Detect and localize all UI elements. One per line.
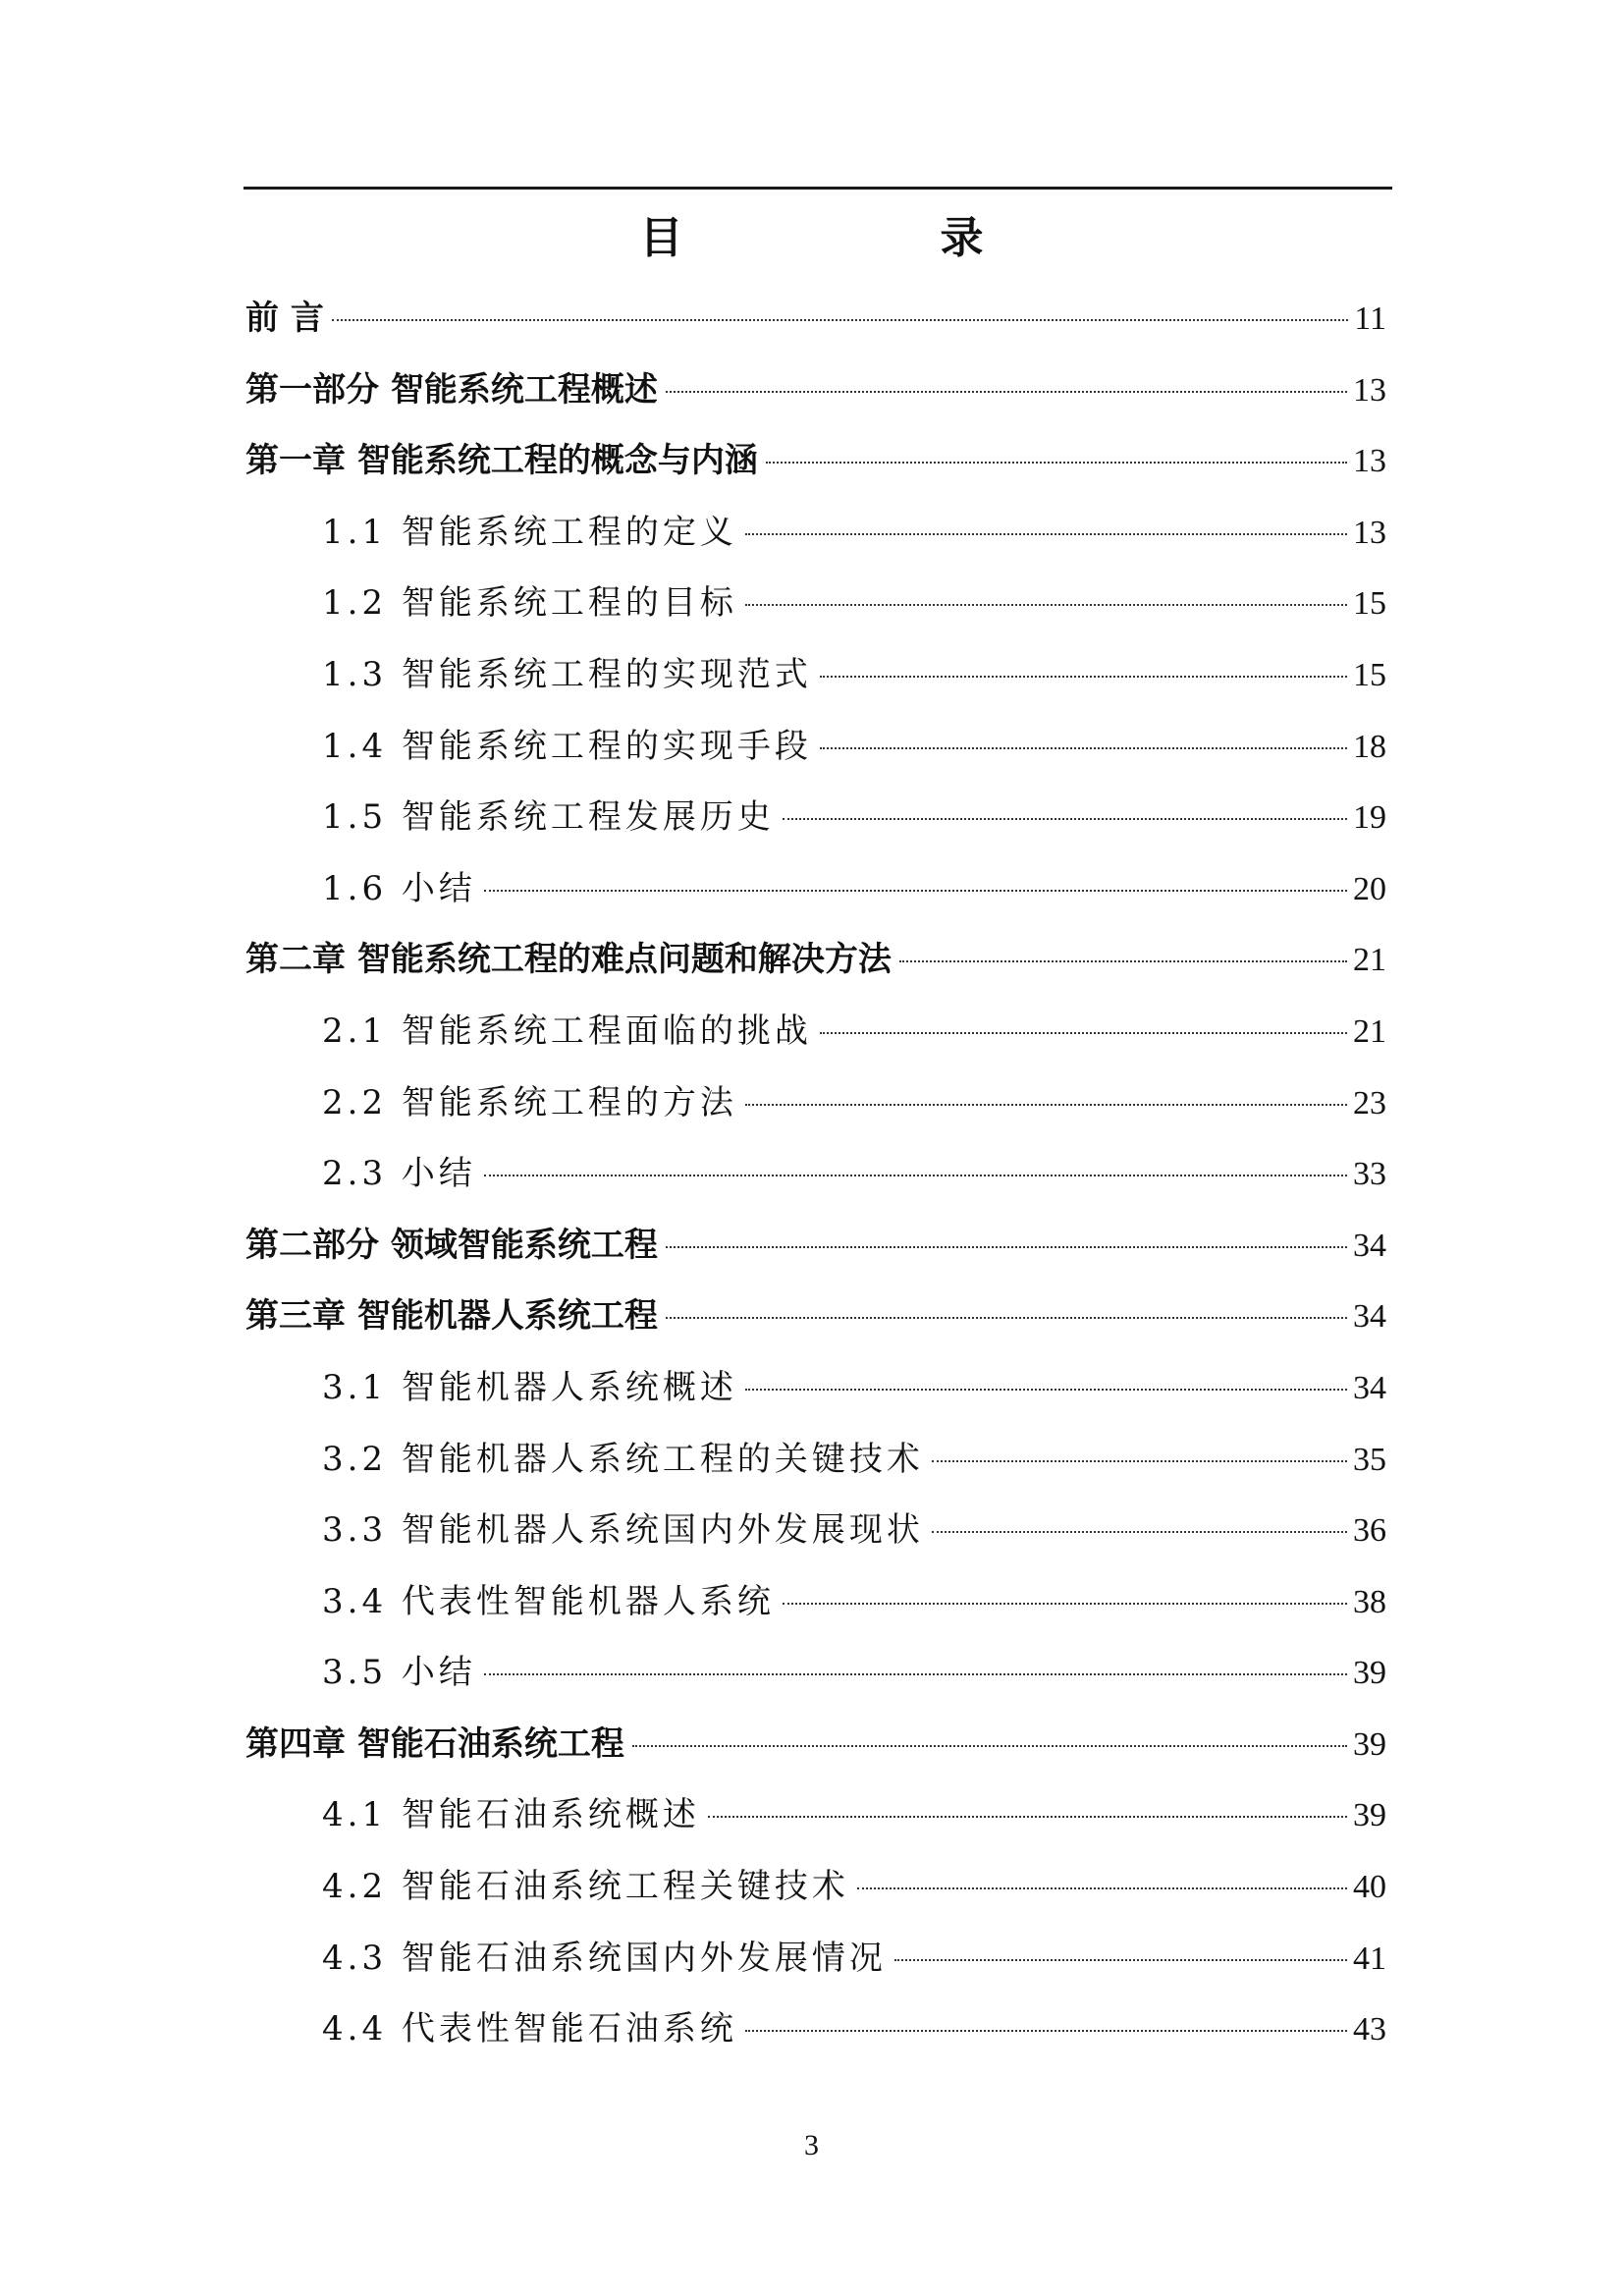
toc-entry-page: 34 [1353, 1298, 1386, 1336]
toc-entry-title: 2.1 智能系统工程面临的挑战 [322, 1011, 812, 1051]
toc-entry-page: 34 [1353, 1369, 1386, 1406]
toc-entry-title: 第二章 智能系统工程的难点问题和解决方法 [245, 940, 892, 980]
toc-entry-title: 第二部分 领域智能系统工程 [245, 1225, 658, 1265]
toc-entry[interactable] [245, 1709, 1386, 1780]
toc-entry-title: 1.4 智能系统工程的实现手段 [322, 726, 812, 766]
dot-leader [745, 1104, 1347, 1106]
toc-entry-page: 39 [1353, 1797, 1386, 1834]
dot-leader [666, 1246, 1347, 1248]
toc-entry[interactable] [245, 711, 1386, 783]
toc-entry[interactable] [245, 996, 1386, 1067]
toc-entry[interactable] [245, 924, 1386, 996]
toc-list [245, 283, 1386, 2065]
toc-entry-page: 34 [1353, 1227, 1386, 1264]
toc-entry-title: 3.2 智能机器人系统工程的关键技术 [322, 1439, 924, 1479]
dot-leader [484, 1673, 1347, 1675]
dot-leader [745, 2030, 1347, 2032]
toc-entry[interactable] [245, 1067, 1386, 1139]
page-number: 3 [804, 2129, 819, 2161]
toc-entry-title: 2.3 小结 [322, 1154, 476, 1194]
toc-entry-page: 33 [1353, 1156, 1386, 1193]
toc-entry-title: 4.4 代表性智能石油系统 [322, 2009, 737, 2050]
dot-leader [820, 747, 1347, 749]
toc-entry-page: 21 [1353, 1012, 1386, 1050]
dot-leader [783, 1603, 1347, 1605]
toc-entry-page: 13 [1353, 514, 1386, 551]
dot-leader [894, 1959, 1347, 1961]
toc-entry[interactable] [245, 1851, 1386, 1923]
header-rule [243, 187, 1392, 190]
toc-entry-title: 3.5 小结 [322, 1653, 476, 1693]
dot-leader [932, 1460, 1347, 1462]
toc-entry-page: 19 [1353, 799, 1386, 837]
toc-entry[interactable] [245, 1495, 1386, 1566]
toc-entry[interactable] [245, 1637, 1386, 1709]
toc-entry-page: 15 [1353, 585, 1386, 623]
dot-leader [745, 604, 1347, 606]
toc-entry-title: 第一章 智能系统工程的概念与内涵 [245, 441, 758, 481]
dot-leader [857, 1887, 1347, 1889]
toc-entry[interactable] [245, 1138, 1386, 1210]
toc-entry-title: 第一部分 智能系统工程概述 [245, 369, 658, 410]
dot-leader [820, 676, 1347, 678]
toc-entry[interactable] [245, 1994, 1386, 2065]
toc-entry-title: 第三章 智能机器人系统工程 [245, 1296, 658, 1337]
dot-leader [820, 1032, 1347, 1034]
toc-entry[interactable] [245, 639, 1386, 711]
toc-entry-title: 1.5 智能系统工程发展历史 [322, 797, 775, 838]
toc-entry-title: 1.6 小结 [322, 868, 476, 908]
dot-leader [666, 391, 1347, 393]
toc-entry-title: 3.3 智能机器人系统国内外发展现状 [322, 1510, 924, 1551]
toc-entry-page: 36 [1353, 1512, 1386, 1550]
toc-entry[interactable] [245, 1923, 1386, 1995]
toc-entry[interactable] [245, 853, 1386, 925]
toc-entry-page: 15 [1353, 656, 1386, 693]
toc-entry-title: 1.1 智能系统工程的定义 [322, 512, 737, 552]
dot-leader [783, 818, 1347, 820]
dot-leader [745, 1389, 1347, 1391]
toc-entry-page: 23 [1353, 1084, 1386, 1121]
toc-entry-page: 43 [1353, 2011, 1386, 2049]
dot-leader [766, 462, 1347, 464]
dot-leader [745, 533, 1347, 535]
dot-leader [932, 1531, 1347, 1533]
toc-entry-page: 11 [1354, 301, 1386, 337]
toc-entry-title: 4.1 智能石油系统概述 [322, 1795, 700, 1835]
toc-entry[interactable] [245, 782, 1386, 853]
page-title: 目 录 [639, 213, 1041, 263]
dot-leader [899, 960, 1347, 962]
toc-entry[interactable] [245, 1210, 1386, 1282]
toc-entry-page: 35 [1353, 1441, 1386, 1478]
toc-entry[interactable] [245, 568, 1386, 639]
toc-entry-page: 21 [1353, 942, 1386, 979]
dot-leader [484, 890, 1347, 892]
toc-entry-title: 4.2 智能石油系统工程关键技术 [322, 1867, 849, 1907]
toc-entry[interactable] [245, 1424, 1386, 1496]
toc-entry-title: 3.1 智能机器人系统概述 [322, 1367, 737, 1407]
toc-entry-title: 4.3 智能石油系统国内外发展情况 [322, 1938, 887, 1978]
toc-entry-page: 20 [1353, 870, 1386, 907]
toc-entry[interactable] [245, 1352, 1386, 1424]
toc-entry[interactable] [245, 283, 1386, 355]
toc-entry[interactable] [245, 497, 1386, 569]
toc-entry-title: 第四章 智能石油系统工程 [245, 1723, 624, 1764]
toc-entry-page: 13 [1353, 443, 1386, 480]
toc-entry[interactable] [245, 425, 1386, 497]
dot-leader [666, 1317, 1347, 1319]
toc-entry-title: 1.3 智能系统工程的实现范式 [322, 654, 812, 694]
dot-leader [484, 1175, 1347, 1176]
toc-entry[interactable] [245, 1281, 1386, 1352]
toc-entry-page: 13 [1353, 371, 1386, 409]
dot-leader [708, 1816, 1347, 1818]
dot-leader [632, 1745, 1347, 1747]
toc-entry-title: 3.4 代表性智能机器人系统 [322, 1581, 775, 1621]
toc-entry-page: 39 [1353, 1725, 1386, 1763]
toc-entry-page: 40 [1353, 1869, 1386, 1906]
toc-entry[interactable] [245, 1566, 1386, 1638]
toc-entry-page: 39 [1353, 1655, 1386, 1692]
dot-leader [332, 319, 1348, 321]
toc-entry[interactable] [245, 1779, 1386, 1851]
toc-entry-title: 1.2 智能系统工程的目标 [322, 583, 737, 624]
toc-entry-page: 18 [1353, 728, 1386, 765]
toc-entry-page: 41 [1353, 1940, 1386, 1977]
toc-entry[interactable] [245, 355, 1386, 426]
toc-entry-title: 2.2 智能系统工程的方法 [322, 1082, 737, 1122]
toc-entry-title: 前 言 [245, 299, 324, 338]
toc-entry-page: 38 [1353, 1583, 1386, 1620]
